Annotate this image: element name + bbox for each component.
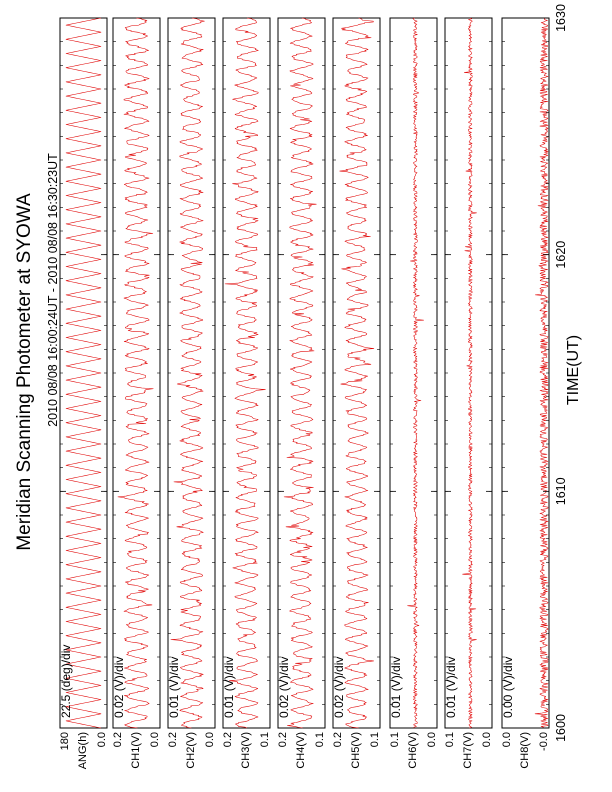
y-tick-label-high: 0.0 bbox=[501, 732, 513, 748]
panel-label: CH1(V) bbox=[130, 732, 142, 769]
scale-label: 0.02 (V)/div bbox=[112, 656, 126, 718]
panel-ch6v bbox=[389, 18, 438, 769]
y-tick-label-low: 0.0 bbox=[481, 732, 493, 748]
panel-angh bbox=[59, 18, 108, 769]
series-line-ch5v bbox=[340, 18, 374, 728]
x-tick-label: 1630 bbox=[554, 4, 568, 32]
series-line-ch6v bbox=[407, 18, 423, 728]
scale-label: 0.02 (V)/div bbox=[277, 656, 291, 718]
series-line-ch3v bbox=[225, 18, 265, 728]
y-tick-label-high: 0.2 bbox=[222, 732, 234, 748]
scale-label: 0.02 (V)/div bbox=[332, 656, 346, 718]
x-tick-label: 1620 bbox=[554, 240, 568, 269]
x-axis-label: TIME(UT) bbox=[565, 334, 582, 406]
y-tick-label-low: -0.0 bbox=[538, 732, 550, 751]
panel-ch5v bbox=[332, 18, 381, 769]
y-tick-label-high: 0.2 bbox=[332, 732, 344, 748]
x-tick-label: 1610 bbox=[554, 477, 568, 506]
y-tick-label-high: 0.1 bbox=[389, 732, 401, 748]
scale-label: 0.01 (V)/div bbox=[444, 656, 458, 718]
panels-layer bbox=[59, 18, 550, 769]
y-tick-label-low: 0.1 bbox=[259, 732, 271, 748]
panel-frame bbox=[445, 18, 492, 728]
series-line-angh bbox=[66, 18, 101, 728]
panel-label: CH8(V) bbox=[519, 732, 531, 769]
panel-label: CH4(V) bbox=[295, 732, 307, 769]
panel-ch2v bbox=[167, 18, 216, 769]
y-tick-label-low: 0.1 bbox=[369, 732, 381, 748]
scale-label: 0.00 (V)/div bbox=[501, 656, 515, 718]
scale-label: 0.01 (V)/div bbox=[222, 656, 236, 718]
y-tick-label-low: 0.0 bbox=[204, 732, 216, 748]
y-tick-label-high: 0.2 bbox=[112, 732, 124, 748]
series-line-ch7v bbox=[463, 18, 477, 728]
y-tick-label-high: 0.2 bbox=[277, 732, 289, 748]
y-tick-label-low: 0.0 bbox=[96, 732, 108, 748]
chart-subtitle: 2010 08/08 16:00:24UT - 2010 08/08 16:30:23UT bbox=[46, 153, 60, 427]
panel-frame bbox=[390, 18, 437, 728]
y-tick-label-low: 0.0 bbox=[149, 732, 161, 748]
scale-label: 0.01 (V)/div bbox=[389, 656, 403, 718]
series-line-ch2v bbox=[171, 18, 205, 728]
panel-label: CH5(V) bbox=[350, 732, 362, 769]
panel-label: CH6(V) bbox=[407, 732, 419, 769]
panel-label: CH2(V) bbox=[185, 732, 197, 769]
series-line-ch4v bbox=[284, 18, 316, 728]
scale-label: 22.5 (deg)/div bbox=[59, 644, 73, 718]
y-tick-label-low: 0.1 bbox=[314, 732, 326, 748]
y-tick-label-high: 180 bbox=[59, 732, 71, 751]
y-tick-label-high: 0.1 bbox=[444, 732, 456, 748]
panel-label: ANG(h) bbox=[77, 732, 89, 770]
y-tick-label-low: 0.0 bbox=[426, 732, 438, 748]
panel-label: CH3(V) bbox=[240, 732, 252, 769]
x-tick-label: 1600 bbox=[554, 714, 568, 742]
panel-ch1v bbox=[112, 18, 161, 769]
panel-ch7v bbox=[444, 18, 493, 769]
panel-label: CH7(V) bbox=[462, 732, 474, 769]
panel-ch4v bbox=[277, 18, 326, 769]
panel-ch3v bbox=[222, 18, 271, 769]
scale-label: 0.01 (V)/div bbox=[167, 656, 181, 718]
panel-ch8v bbox=[501, 18, 550, 769]
series-line-ch1v bbox=[118, 18, 153, 728]
y-tick-label-high: 0.2 bbox=[167, 732, 179, 748]
chart-title: Meridian Scanning Photometer at SYOWA bbox=[14, 193, 35, 551]
